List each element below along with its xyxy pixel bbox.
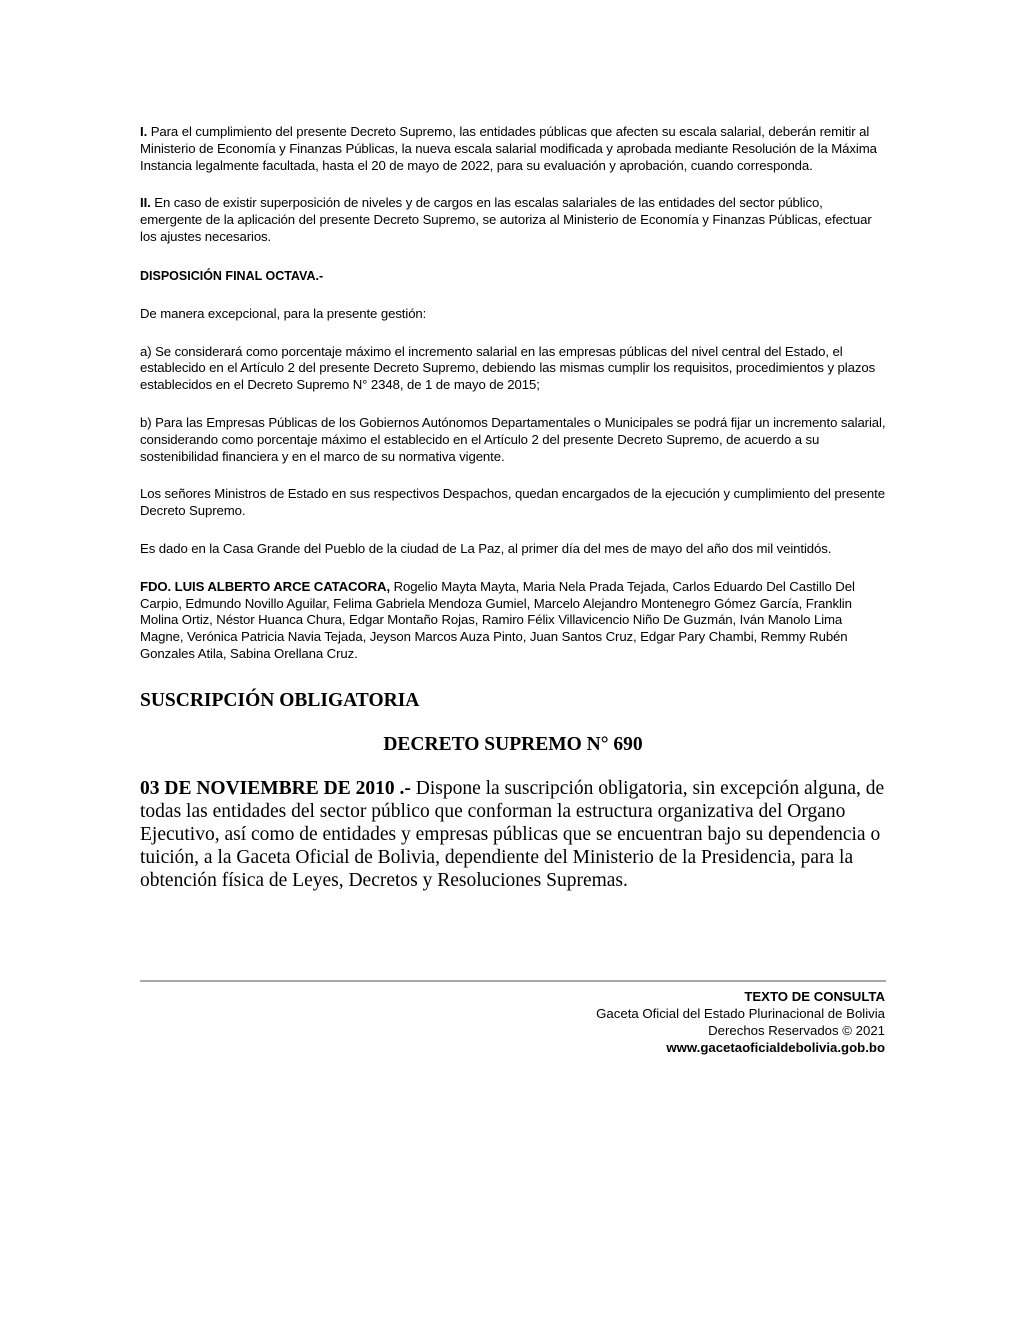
paragraph-intro: De manera excepcional, para la presente gestión: <box>140 305 427 321</box>
paragraph-a: a) Se considerará como porcentaje máximo el incremento salarial en las empresas públicas del nivel central del Estado, el establecido en el Artículo 2 del presente Decreto Supremo, debiendo las mismas cumplir los requisitos, procedimientos y plazos establecidos en el Decreto Supremo N° 2348, de 1 de mayo de 2015; <box>140 343 876 393</box>
paragraph-given: Es dado en la Casa Grande del Pueblo de la ciudad de La Paz, al primer día del mes de mayo del año dos mil veintidós. <box>140 540 832 556</box>
paragraph-ii-text: En caso de existir superposición de niveles y de cargos en las escalas salariales de las entidades del sector público, emergente de la aplicación del presente Decreto Supremo, se autoriza al Ministerio de Economía y Finanzas Públicas, efectuar los ajustes necesarios. <box>140 195 872 244</box>
paragraph-i <box>140 124 886 174</box>
signatures-label: FDO. LUIS ALBERTO ARCE CATACORA, <box>140 578 391 594</box>
paragraph-i-text: Para el cumplimiento del presente Decreto Supremo, las entidades públicas que afecten su escala salarial, deberán remitir al Ministerio de Economía y Finanzas Públicas, la nueva escala salarial modificada y aprobada mediante Resolución de la Máxima Instancia legalmente facultada, hasta el 20 de mayo de 2022, para su evaluación y aprobación, cuando corresponda. <box>140 124 877 173</box>
footer-rights: Derechos Reservados © 2021 <box>708 1023 885 1038</box>
notice-decree: DECRETO SUPREMO N° 690 <box>383 733 643 755</box>
footer-website-link[interactable]: www.gacetaoficialdebolivia.gob.bo <box>666 1040 885 1055</box>
paragraph-ministers: Los señores Ministros de Estado en sus respectivos Despachos, quedan encargados de la ejecución y cumplimiento del presente Decreto Supremo. <box>140 486 885 519</box>
footer-publisher: Gaceta Oficial del Estado Plurinacional de Bolivia <box>596 1006 885 1021</box>
paragraph-ii-label: II. <box>140 195 151 211</box>
signatures <box>140 579 886 663</box>
paragraph-ii <box>140 195 886 245</box>
footer-title: TEXTO DE CONSULTA <box>744 989 885 1004</box>
signatures-text: Rogelio Mayta Mayta, Maria Nela Prada Tejada, Carlos Eduardo Del Castillo Del Carpio, Edmundo Novillo Aguilar, Felima Gabriela Mendoza Gumiel, Marcelo Alejandro Montenegro Gómez García, Franklin Molina Ortiz, Néstor Huanca Chura, Edgar Montaño Rojas, Ramiro Félix Villavicencio Niño De Guzmán, Iván Manolo Lima Magne, Verónica Patricia Navia Tejada, Jeyson Marcos Auza Pinto, Juan Santos Cruz, Edgar Pary Chambi, Remmy Rubén Gonzales Atila, Sabina Orellana Cruz. <box>140 578 855 661</box>
notice-body <box>140 777 886 892</box>
final-provision-heading: DISPOSICIÓN FINAL OCTAVA.- <box>140 268 324 283</box>
footer <box>140 988 885 1056</box>
document-body <box>140 124 886 892</box>
notice-lead: 03 DE NOVIEMBRE DE 2010 .- <box>140 777 411 799</box>
paragraph-b: b) Para las Empresas Públicas de los Gobiernos Autónomos Departamentales o Municipales se podrá fijar un incremento salarial, considerando como porcentaje máximo el establecido en el Artículo 2 del presente Decreto Supremo, de acuerdo a su sostenibilidad financiera y en el marco de su normativa vigente. <box>140 414 886 464</box>
notice-title: SUSCRIPCIÓN OBLIGATORIA <box>140 689 420 711</box>
footer-divider <box>140 980 886 982</box>
notice-text: Dispone la suscripción obligatoria, sin excepción alguna, de todas las entidades del sector público que conforman la estructura organizativa del Organo Ejecutivo, así como de entidades y empresas públicas que se encuentran bajo su dependencia o tuición, a la Gaceta Oficial de Bolivia, dependiente del Ministerio de la Presidencia, para la obtención física de Leyes, Decretos y Resoluciones Supremas. <box>140 777 885 891</box>
paragraph-i-label: I. <box>140 124 148 139</box>
